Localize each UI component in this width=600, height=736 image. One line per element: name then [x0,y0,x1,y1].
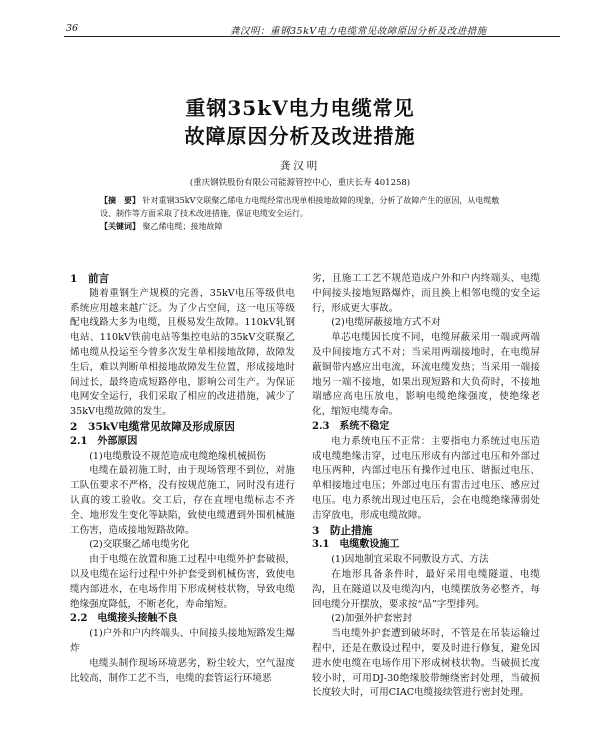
header-rule [64,36,560,37]
subsection-heading: 2.2 电缆接头接触不良 [70,613,178,625]
paragraph: 随着重钢生产规模的完善，35kV电压等级供电系统应用越来越广泛。为了少占空间，这一电压等级配电线路大多为电缆，且极易发生故障。110kV轧钢电站、110kV铁前电站等集控电站的35kV交联聚乙烯电缆从投运至今曾多次发生单相接地故障，故障发生后，难以判断单相接地故障发生位置，形成接地时间过长，最终造成短路停电，影响公司生产。为保证电网安全运行，我们采取了相应的改进措施，减少了35kV电缆故障的发生。 [70,287,295,418]
paragraph: 劣，且施工工艺不规范造成户外和户内终端头、电缆中间接头接地短路爆炸，而且换上相邻电缆的安全运行，形成更大事故。 [312,273,540,314]
item-heading: (1)电缆敷设不规范造成电缆绝缘机械损伤 [89,450,266,462]
paragraph: 在地形具备条件时，最好采用电缆隧道、电缆沟，且在隧道以及电缆沟内，电缆摆放务必整齐，每回电缆分开摆放，要求按“品”字型排列。 [312,568,540,610]
page-number: 36 [66,23,79,34]
section-heading: 2 35kV电缆常见故障及形成原因 [70,420,235,433]
subsection-heading: 3.1 电缆敷设施工 [312,539,400,551]
section-heading: 3 防止措施 [312,524,373,537]
author-name: 龚汉明 [279,160,321,172]
item-heading: (1)户外和户内终端头、中间接头接地短路发生爆炸 [70,628,295,654]
right-column [312,272,540,701]
item-heading: (2)加强外护套密封 [331,613,412,625]
paragraph: 电缆在最初施工时，由于现场管理不到位，对施工队伍要求不严格，没有按规范施工，同时没有进行认真的竣工验收。交工后，存在直埋电缆标志不齐全、地形发生变化等缺陷，致使电缆遭到外围机械施工伤害，造成接地短路故障。 [70,465,295,536]
left-column [70,272,295,686]
keywords-label: 【关键词】 [100,221,140,231]
paper-title-line1: 重钢35kV电力电缆常见 [185,96,415,120]
abstract-text: 针对重钢35kV交联聚乙烯电力电缆经常出现单相接地故障的现象，分析了故障产生的原因，从电缆敷设、制作等方面采取了技术改进措施，保证电缆安全运行。 [100,196,500,218]
abstract-label: 【摘 要】 [100,195,140,205]
keywords [100,220,504,233]
subsection-heading: 2.1 外部原因 [70,435,138,447]
item-heading: (1)因地制宜采取不同敷设方式、方法 [331,554,489,566]
item-heading: (2)电缆屏蔽接地方式不对 [331,317,441,329]
paper-title-line2: 故障原因分析及改进措施 [184,124,416,148]
paragraph: 由于电缆在放置和施工过程中电缆外护套破损，以及电缆在运行过程中外护套受到机械伤害，致使电缆内部进水，在电场作用下形成树枝状物，导致电缆绝缘强度降低，不断老化，寿命缩短。 [70,554,295,610]
subsection-heading: 2.3 系统不稳定 [312,420,390,432]
keywords-text: 聚乙烯电缆；接地故障 [142,222,223,231]
running-title: 龚汉明：重钢35kV电力电缆常见故障原因分析及改进措施 [230,26,487,37]
paragraph: 当电缆外护套遭到破坏时，不管是在吊装运输过程中，还是在敷设过程中，要及时进行修复，避免因进水使电缆在电场作用下形成树枝状物。当破损长度较小时，可用DJ-30绝缘胶带缠绕密封处理，当破损长度较大时，可用CIAC电缆接续管进行密封处理。 [312,628,540,699]
abstract-block [100,194,504,233]
paragraph: 单芯电缆因长度不同，电缆屏蔽采用一端或两端及中间接地方式不对；当采用两端接地时，在电缆屏蔽铜带内感应出电流，环流电缆发热；当采用一端接地另一端不接地，如果出现短路和大负荷时，不接地端感应高电压放电，影响电缆绝缘强度，使绝缘老化，缩短电缆寿命。 [312,332,540,418]
section-heading: 1 前言 [70,273,110,285]
item-heading: (2)交联聚乙烯电缆劣化 [89,539,190,551]
paragraph: 电缆头制作现场环境恶劣，粉尘较大，空气湿度比较高，制作工艺不当，电缆的套管运行环境恶 [70,657,295,684]
author-affiliation: (重庆钢铁股份有限公司能源管控中心，重庆长寿 401258) [189,178,411,188]
paragraph: 电力系统电压不正常：主要指电力系统过电压造成电缆绝缘击穿，过电压形成有内部过电压和外部过电压两种，内部过电压有操作过电压、谐振过电压、单相接地过电压；外部过电压有雷击过电压、感应过电压。电力系统出现过电压后，会在电缆绝缘薄弱处击穿放电，形成电缆故障。 [312,435,540,521]
abstract [100,194,504,220]
